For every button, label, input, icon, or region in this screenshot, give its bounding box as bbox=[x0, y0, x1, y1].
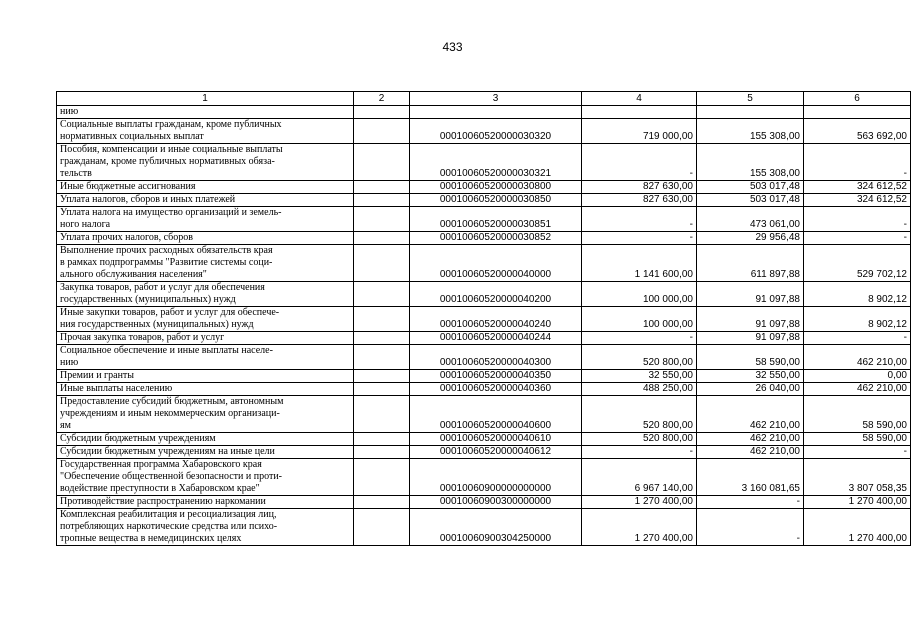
row-value-col6: - bbox=[903, 168, 907, 179]
row-code: 00010060520000030852 bbox=[439, 232, 552, 243]
row-code: 00010060900300000000 bbox=[439, 496, 552, 507]
row-description: Комплексная реабилитация и ресоциализация лиц, потребляющих наркотические средства или психо- тропные вещества в немедицинских целях bbox=[60, 509, 278, 544]
table-row bbox=[57, 509, 911, 546]
row-value-col6: 58 590,00 bbox=[862, 433, 907, 444]
row-value-col4: - bbox=[689, 168, 693, 179]
row-code: 00010060520000030800 bbox=[439, 181, 552, 192]
row-value-col5: 26 040,00 bbox=[755, 383, 800, 394]
table-row bbox=[57, 207, 911, 232]
row-description: Уплата налогов, сборов и иных платежей bbox=[60, 194, 236, 205]
row-value-col4: 719 000,00 bbox=[642, 131, 693, 142]
row-description: Субсидии бюджетным учреждениям на иные цели bbox=[60, 446, 275, 457]
row-value-col6: 58 590,00 bbox=[862, 420, 907, 431]
table-header-row bbox=[57, 92, 911, 106]
row-value-col6: 1 270 400,00 bbox=[848, 496, 907, 507]
row-description: Закупка товаров, работ и услуг для обеспечения государственных (муниципальных) нужд bbox=[60, 282, 265, 305]
row-code: 00010060520000030850 bbox=[439, 194, 552, 205]
row-value-col5: 462 210,00 bbox=[749, 433, 800, 444]
row-value-col6: - bbox=[903, 446, 907, 457]
table-row bbox=[57, 307, 911, 332]
row-description: Иные закупки товаров, работ и услуг для обеспече- ния государственных (муниципальных) нужд bbox=[60, 307, 280, 330]
row-description: Иные бюджетные ассигнования bbox=[60, 181, 196, 192]
row-value-col4: 100 000,00 bbox=[642, 294, 693, 305]
column-header: 4 bbox=[582, 92, 697, 106]
row-value-col4: 1 270 400,00 bbox=[634, 533, 693, 544]
row-value-col5: 32 550,00 bbox=[755, 370, 800, 381]
table-row bbox=[57, 370, 911, 383]
row-value-col5: 503 017,48 bbox=[749, 181, 800, 192]
row-value-col5: 473 061,00 bbox=[749, 219, 800, 230]
row-value-col4: - bbox=[689, 446, 693, 457]
row-value-col6: 324 612,52 bbox=[856, 181, 907, 192]
row-value-col6: 8 902,12 bbox=[868, 319, 907, 330]
row-value-col6: 462 210,00 bbox=[856, 383, 907, 394]
table-row bbox=[57, 332, 911, 345]
row-value-col4: - bbox=[689, 332, 693, 343]
row-description: нию bbox=[60, 106, 79, 117]
row-code: 00010060520000040000 bbox=[439, 269, 552, 280]
row-value-col5: 611 897,88 bbox=[750, 269, 800, 280]
row-description: Субсидии бюджетным учреждениям bbox=[60, 433, 216, 444]
row-value-col6: - bbox=[903, 332, 907, 343]
row-value-col4: - bbox=[689, 232, 693, 243]
table-row bbox=[57, 345, 911, 370]
row-value-col5: 91 097,88 bbox=[755, 294, 800, 305]
table-row bbox=[57, 232, 911, 245]
row-value-col4: 100 000,00 bbox=[642, 319, 693, 330]
row-code: 00010060520000040610 bbox=[439, 433, 552, 444]
column-header: 6 bbox=[804, 92, 911, 106]
row-value-col6: - bbox=[903, 232, 907, 243]
table-row bbox=[57, 446, 911, 459]
row-value-col6: 563 692,00 bbox=[856, 131, 907, 142]
table-row bbox=[57, 383, 911, 396]
column-header: 2 bbox=[354, 92, 410, 106]
row-code: 00010060520000030851 bbox=[439, 219, 552, 230]
table-row bbox=[57, 459, 911, 496]
budget-table bbox=[56, 91, 911, 546]
column-header: 1 bbox=[57, 92, 354, 106]
table-row bbox=[57, 433, 911, 446]
table-row bbox=[57, 282, 911, 307]
row-description: Предоставление субсидий бюджетным, автономным учреждениям и иным некоммерческим организаци- ям bbox=[60, 396, 284, 431]
row-value-col5: 91 097,88 bbox=[755, 319, 800, 330]
row-code: 00010060520000040360 bbox=[439, 383, 552, 394]
column-header: 3 bbox=[410, 92, 582, 106]
table-row bbox=[57, 144, 911, 181]
table-row bbox=[57, 106, 911, 119]
row-value-col5: 503 017,48 bbox=[749, 194, 800, 205]
row-value-col5: 155 308,00 bbox=[749, 131, 800, 142]
row-value-col4: 6 967 140,00 bbox=[634, 483, 693, 494]
row-code: 00010060520000040200 bbox=[439, 294, 552, 305]
table-row bbox=[57, 245, 911, 282]
row-value-col6: 324 612,52 bbox=[856, 194, 907, 205]
row-code: 00010060520000030320 bbox=[439, 131, 552, 142]
table-row bbox=[57, 496, 911, 509]
row-value-col5: 155 308,00 bbox=[749, 168, 800, 179]
row-value-col6: 529 702,12 bbox=[856, 269, 907, 280]
table-row bbox=[57, 119, 911, 144]
page-number: 433 bbox=[442, 40, 463, 54]
row-value-col5: 91 097,88 bbox=[755, 332, 800, 343]
row-value-col6: 0,00 bbox=[887, 370, 907, 381]
row-value-col4: 1 141 600,00 bbox=[634, 269, 693, 280]
row-description: Премии и гранты bbox=[60, 370, 135, 381]
row-code: 00010060520000040350 bbox=[439, 370, 552, 381]
row-value-col4: 827 630,00 bbox=[642, 181, 693, 192]
row-code: 00010060520000040600 bbox=[439, 420, 552, 431]
row-value-col6: 3 807 058,35 bbox=[848, 483, 907, 494]
row-value-col6: 462 210,00 bbox=[856, 357, 907, 368]
row-code: 00010060520000040240 bbox=[439, 319, 552, 330]
row-value-col4: 520 800,00 bbox=[642, 420, 693, 431]
row-code: 00010060900000000000 bbox=[439, 483, 552, 494]
row-value-col5: 29 956,48 bbox=[755, 232, 800, 243]
row-value-col5: - bbox=[796, 533, 800, 544]
row-value-col4: 520 800,00 bbox=[642, 357, 693, 368]
row-description: Уплата прочих налогов, сборов bbox=[60, 232, 193, 243]
row-value-col6: 8 902,12 bbox=[868, 294, 907, 305]
table-row bbox=[57, 396, 911, 433]
row-value-col6: 1 270 400,00 bbox=[848, 533, 907, 544]
row-value-col4: 1 270 400,00 bbox=[634, 496, 693, 507]
row-value-col5: 3 160 081,65 bbox=[741, 483, 800, 494]
row-description: Уплата налога на имущество организаций и земель- ного налога bbox=[60, 207, 282, 230]
table-row bbox=[57, 194, 911, 207]
row-value-col4: 827 630,00 bbox=[642, 194, 693, 205]
row-value-col5: 462 210,00 bbox=[749, 446, 800, 457]
row-value-col4: 520 800,00 bbox=[642, 433, 693, 444]
row-description: Выполнение прочих расходных обязательств края в рамках подпрограммы "Развитие системы соци- ального обслуживания населения" bbox=[60, 245, 273, 280]
row-description: Прочая закупка товаров, работ и услуг bbox=[60, 332, 225, 343]
row-code: 00010060520000030321 bbox=[439, 168, 552, 179]
row-code: 00010060520000040612 bbox=[439, 446, 552, 457]
row-code: 00010060520000040244 bbox=[439, 332, 552, 343]
row-value-col4: - bbox=[689, 219, 693, 230]
row-description: Противодействие распространению наркомании bbox=[60, 496, 266, 507]
row-value-col5: 58 590,00 bbox=[755, 357, 800, 368]
row-value-col5: - bbox=[796, 496, 800, 507]
table-row bbox=[57, 181, 911, 194]
row-value-col4: 32 550,00 bbox=[648, 370, 693, 381]
column-header: 5 bbox=[697, 92, 804, 106]
row-code: 00010060520000040300 bbox=[439, 357, 552, 368]
row-description: Социальное обеспечение и иные выплаты населе- нию bbox=[60, 345, 273, 368]
row-value-col6: - bbox=[903, 219, 907, 230]
row-description: Пособия, компенсации и иные социальные выплаты гражданам, кроме публичных нормативных обяза- тельств bbox=[60, 144, 283, 179]
row-value-col5: 462 210,00 bbox=[749, 420, 800, 431]
row-value-col4: 488 250,00 bbox=[642, 383, 693, 394]
row-code: 00010060900304250000 bbox=[439, 533, 552, 544]
row-description: Государственная программа Хабаровского края "Обеспечение общественной безопасности и проти- водействие преступности в Хабаровском крае" bbox=[60, 459, 282, 494]
row-description: Социальные выплаты гражданам, кроме публичных нормативных социальных выплат bbox=[60, 119, 282, 142]
row-description: Иные выплаты населению bbox=[60, 383, 173, 394]
